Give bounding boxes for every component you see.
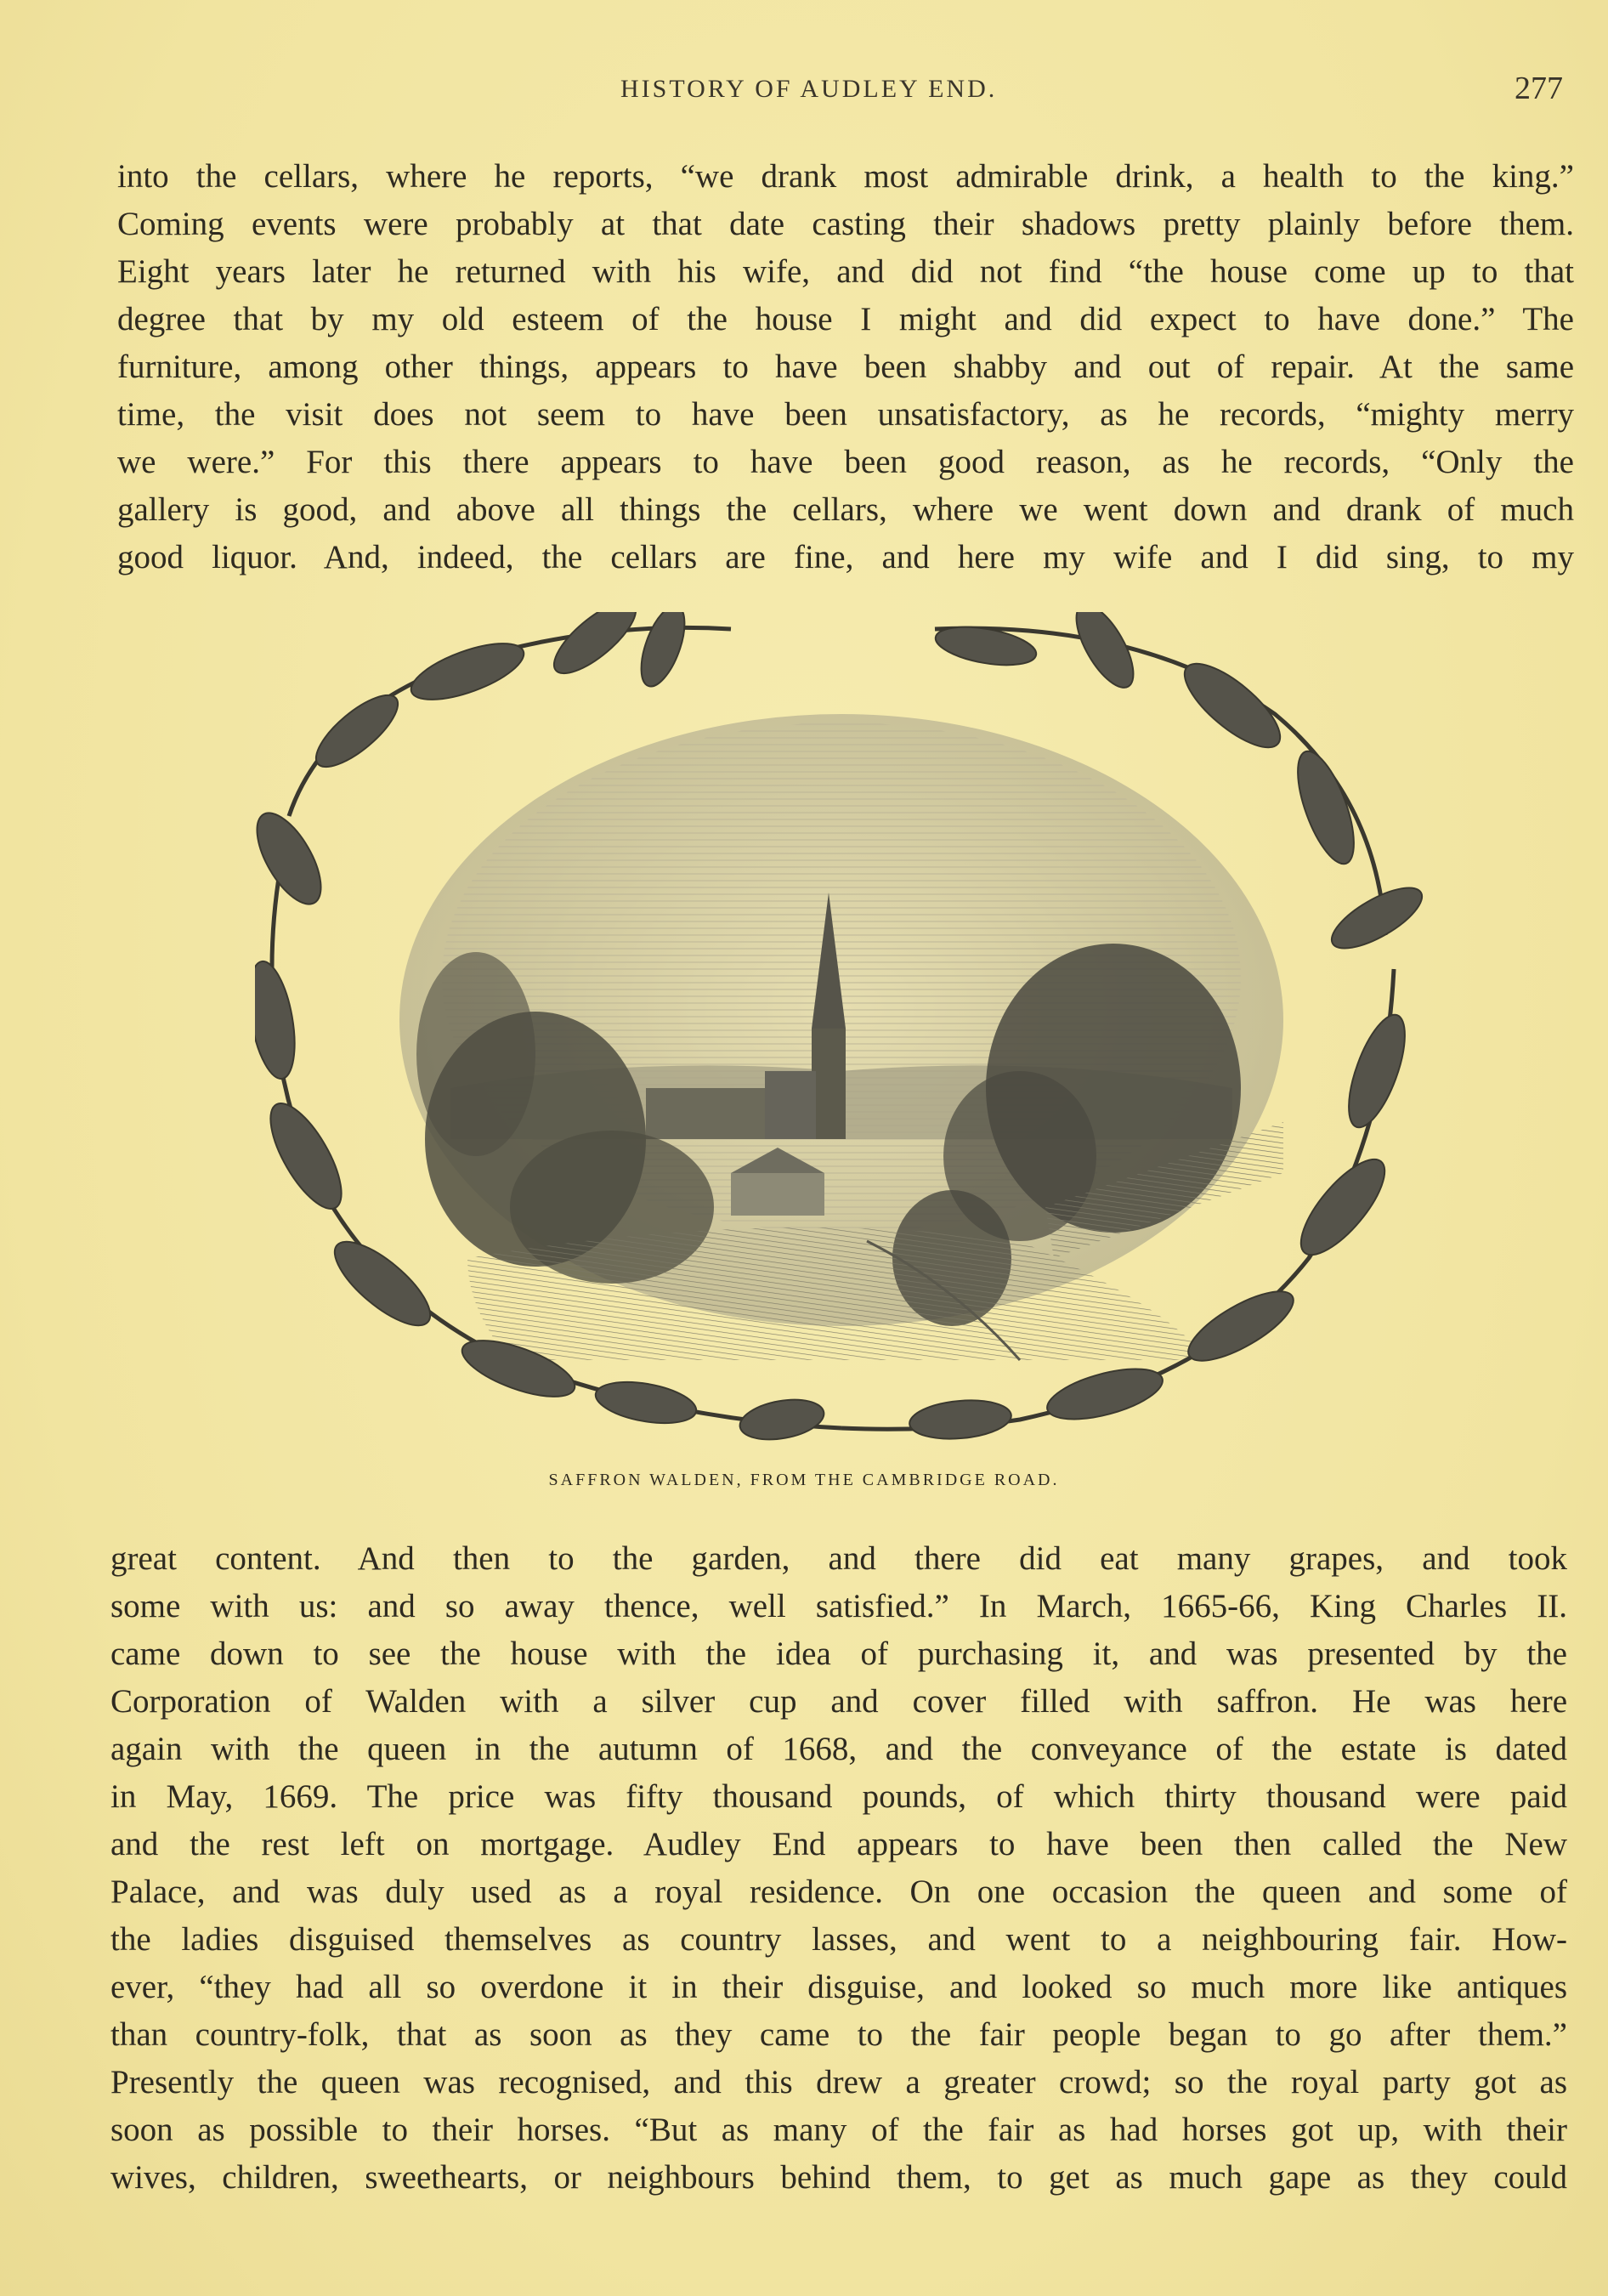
text-line: than country-folk, that as soon as they came to the fair people began to go after them.” (110, 2016, 1567, 2053)
text-line: Corporation of Walden with a silver cup and cover filled with saffron. He was here (110, 1683, 1567, 1720)
engraving-illustration (255, 612, 1428, 1449)
text-line: came down to see the house with the idea of purchasing it, and was presented by the (110, 1636, 1567, 1672)
illustration-caption: SAFFRON WALDEN, FROM THE CAMBRIDGE ROAD. (548, 1471, 1060, 1489)
page-number: 277 (1515, 71, 1563, 106)
text-line: Eight years later he returned with his wife, and did not find “the house come up to that (117, 253, 1574, 290)
running-head (0, 66, 1608, 117)
text-line: great content. And then to the garden, and there did eat many grapes, and took (110, 1540, 1567, 1577)
text-line: degree that by my old esteem of the house I might and did expect to have done.” The (117, 301, 1574, 337)
text-line: in May, 1669. The price was fifty thousand pounds, of which thirty thousand were paid (110, 1778, 1567, 1815)
text-line: the ladies disguised themselves as country lasses, and went to a neighbouring fair. How- (110, 1921, 1567, 1958)
text-line: wives, children, sweethearts, or neighbours behind them, to get as much gape as they could (110, 2159, 1567, 2196)
text-line: Palace, and was duly used as a royal residence. On one occasion the queen and some of (110, 1874, 1567, 1910)
text-line: time, the visit does not seem to have been unsatisfactory, as he records, “mighty merry (117, 396, 1574, 433)
text-line: into the cellars, where he reports, “we drank most admirable drink, a health to the king.” (117, 158, 1574, 195)
text-line: Presently the queen was recognised, and this drew a greater crowd; so the royal party got as (110, 2064, 1567, 2100)
text-line: Coming events were probably at that date casting their shadows pretty plainly before them. (117, 206, 1574, 242)
text-line: good liquor. And, indeed, the cellars are fine, and here my wife and I did sing, to my (117, 539, 1574, 575)
text-line: furniture, among other things, appears to have been shabby and out of repair. At the same (117, 349, 1574, 385)
text-line: gallery is good, and above all things the cellars, where we went down and drank of much (117, 491, 1574, 528)
landscape-scene (399, 714, 1283, 1360)
text-line: ever, “they had all so overdone it in their disguise, and looked so much more like antiques (110, 1969, 1567, 2005)
paragraph-bottom (110, 1535, 1567, 2202)
text-line: we were.” For this there appears to have been good reason, as he records, “Only the (117, 444, 1574, 480)
text-line: some with us: and so away thence, well satisfied.” In March, 1665-66, King Charles II. (110, 1588, 1567, 1624)
running-title: HISTORY OF AUDLEY END. (620, 75, 998, 103)
text-line: again with the queen in the autumn of 1668, and the conveyance of the estate is dated (110, 1731, 1567, 1767)
text-line: soon as possible to their horses. “But as many of the fair as had horses got up, with their (110, 2112, 1567, 2148)
paragraph-top (117, 153, 1574, 581)
text-line: and the rest left on mortgage. Audley End appears to have been then called the New (110, 1826, 1567, 1862)
